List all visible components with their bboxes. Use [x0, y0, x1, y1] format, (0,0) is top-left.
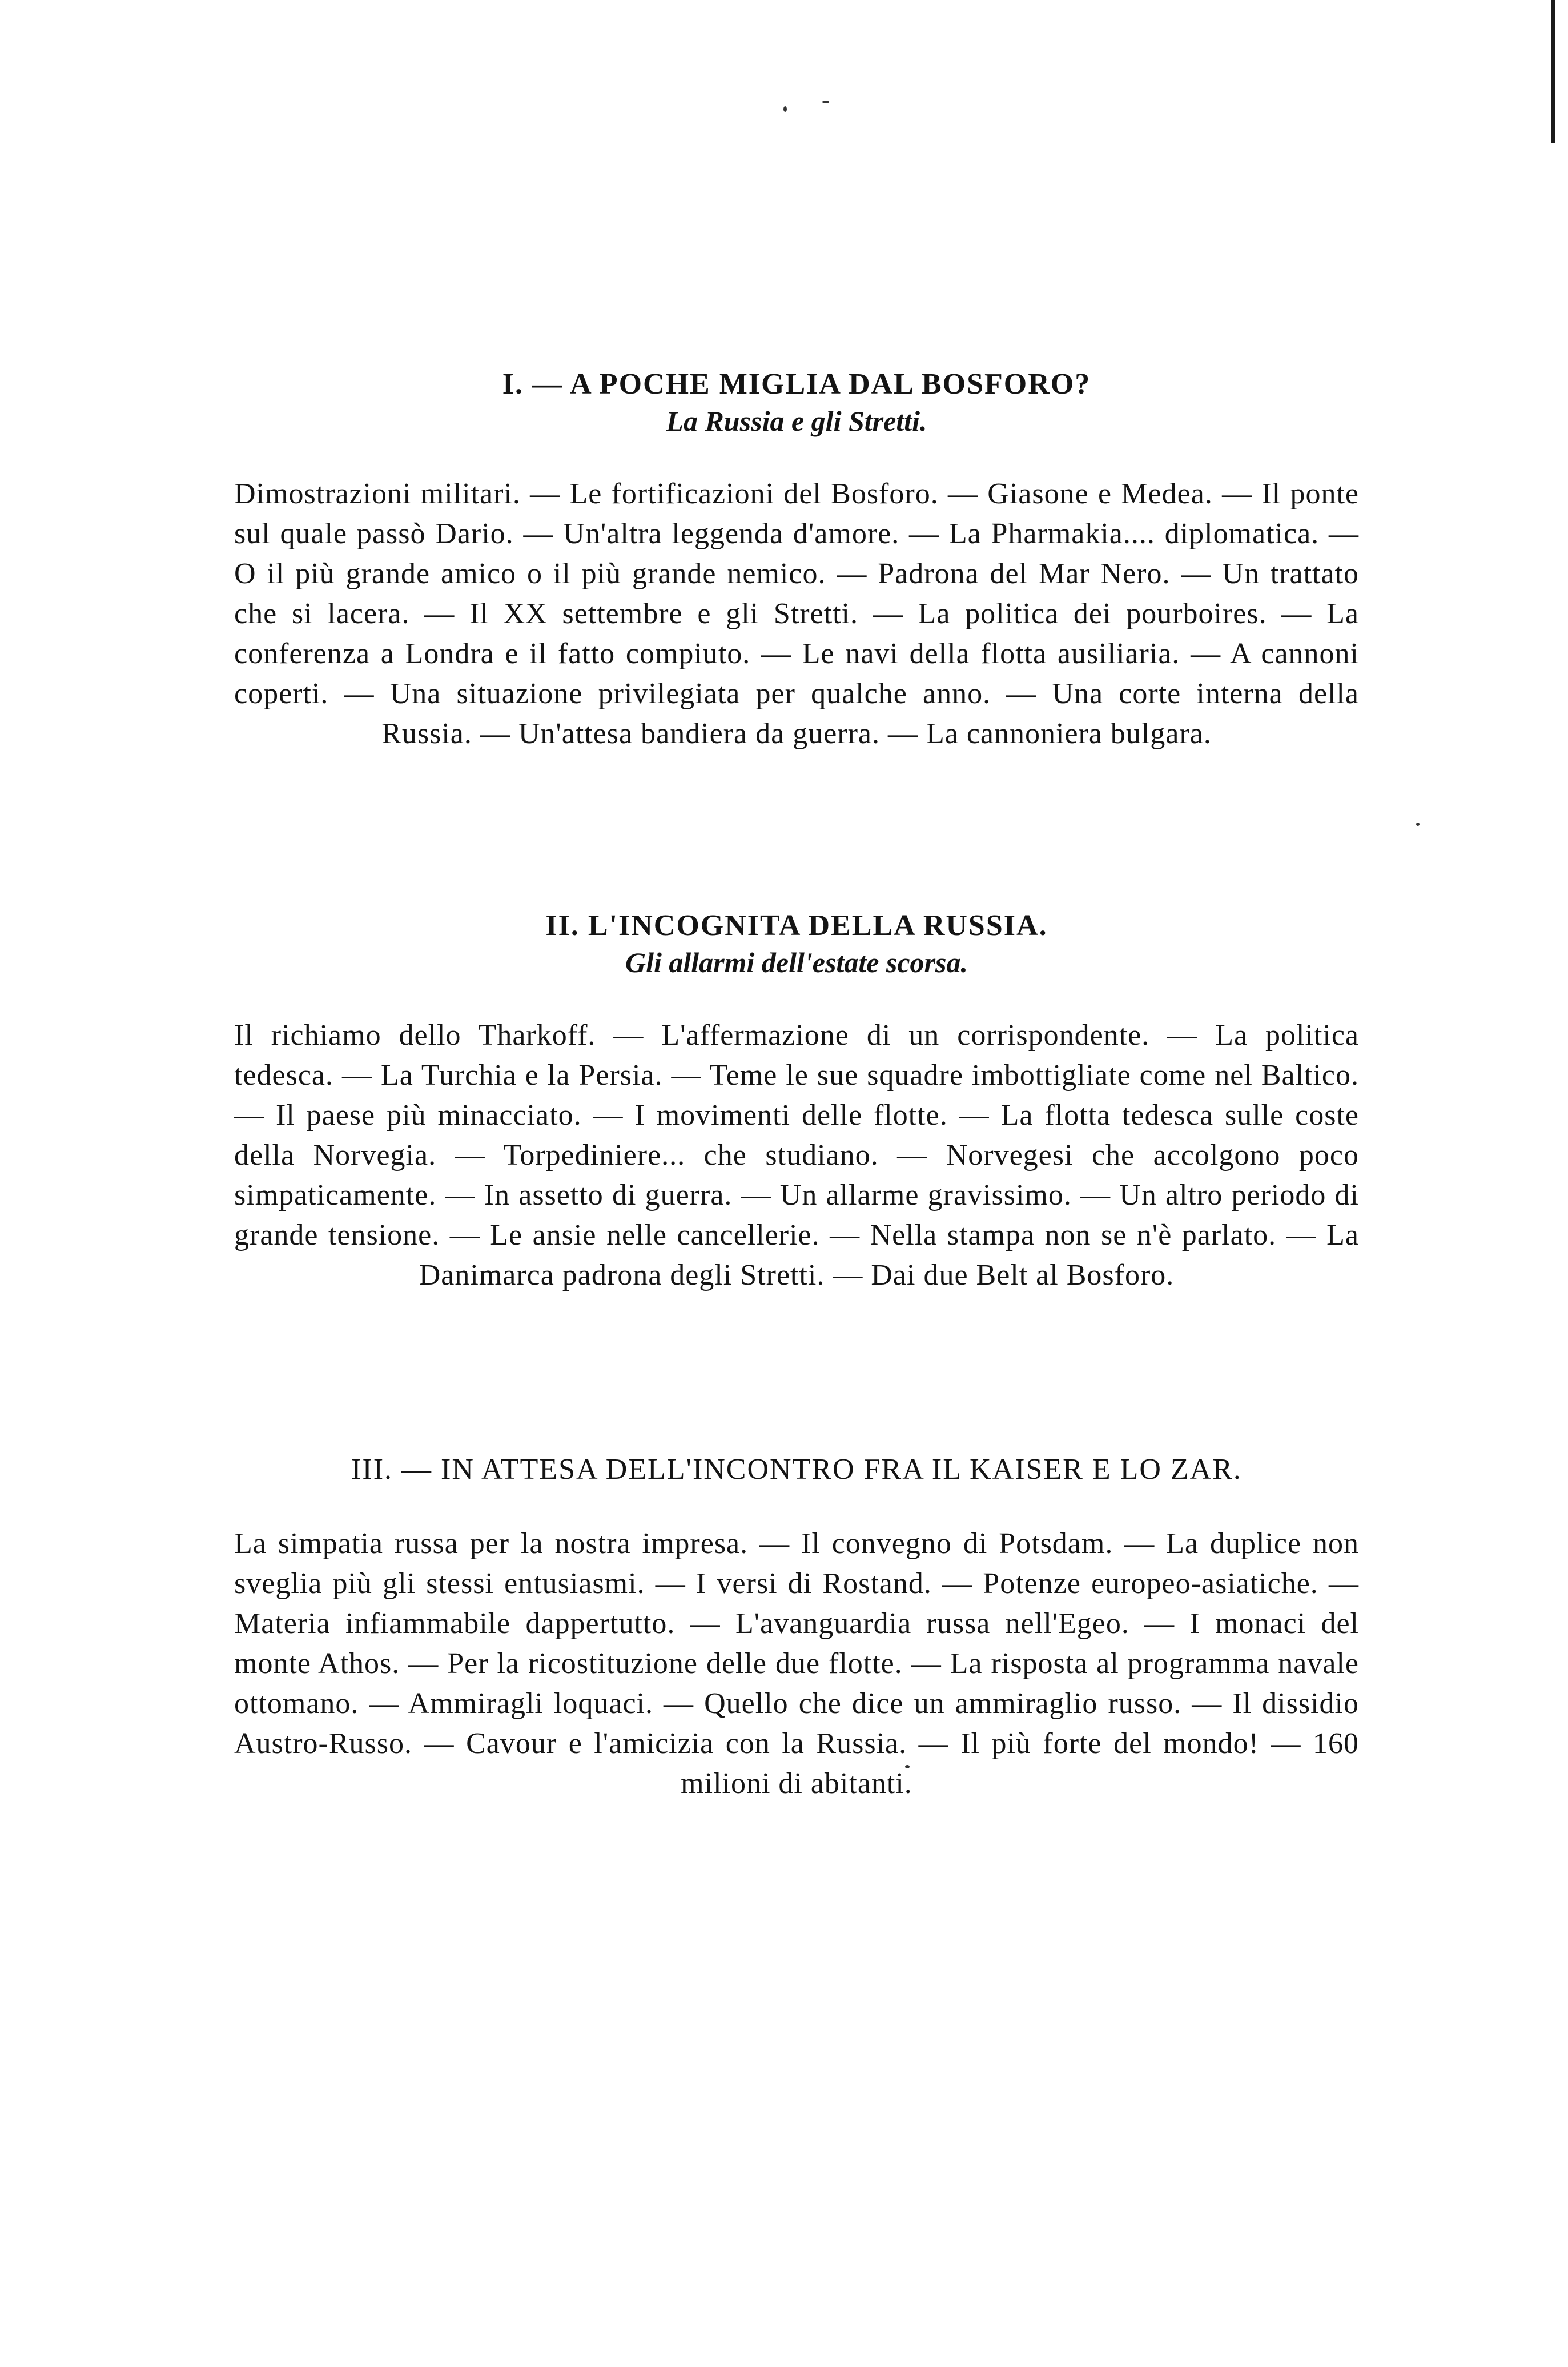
- chapter-2-summary: [234, 907, 1359, 1295]
- scan-speck: [822, 101, 829, 103]
- chapter-3-topics: La simpatia russa per la nostra impresa. — Il convegno di Potsdam. — La duplice non sveglia più gli stessi entusiasmi. — I versi di Rostand. — Potenze europeo-asiatiche. — Materia infiammabile dappertutto. — L'avanguardia russa nell'Egeo. — I monaci del monte Athos. — Per la ricostituzione delle due flotte. — La risposta al programma navale ottomano. — Ammiragli loquaci. — Quello che dice un ammiraglio russo. — Il dissidio Austro-Russo. — Cavour e l'amicizia con la Russia. — Il più forte del mondo! — 160 milioni di abitanti.: [234, 1527, 1359, 1800]
- chapter-2-topics: Il richiamo dello Tharkoff. — L'affermazione di un corrispondente. — La politica tedesca. — La Turchia e la Persia. — Teme le sue squadre imbottigliate come nel Baltico. — Il paese più minacciato. — I movimenti delle flotte. — La flotta tedesca sulle coste della Norvegia. — Torpediniere... che studiano. — Norvegesi che accolgono poco simpaticamente. — In assetto di guerra. — Un allarme gravissimo. — Un altro periodo di grande tensione. — Le ansie nelle cancellerie. — Nella stampa non se n'è parlato. — La Danimarca padrona degli Stretti. — Dai due Belt al Bosforo.: [234, 1019, 1359, 1291]
- chapter-1-subtitle: La Russia e gli Stretti.: [666, 405, 927, 437]
- chapter-3-heading: III. — IN ATTESA DELL'INCONTRO FRA IL KAISER E LO ZAR.: [351, 1453, 1242, 1486]
- chapter-2-heading: II. L'INCOGNITA DELLA RUSSIA.: [545, 909, 1048, 942]
- chapter-2-subtitle: Gli allarmi dell'estate scorsa.: [625, 946, 968, 978]
- chapter-1-heading: I. — A POCHE MIGLIA DAL BOSFORO?: [502, 368, 1091, 400]
- chapter-3-summary: [234, 1451, 1359, 1804]
- scan-speck: [783, 106, 787, 112]
- scan-edge-line: [1551, 0, 1555, 143]
- chapter-1-summary: [234, 366, 1359, 754]
- chapter-1-topics: Dimostrazioni militari. — Le fortificazioni del Bosforo. — Giasone e Medea. — Il ponte sul quale passò Dario. — Un'altra leggenda d'amore. — La Pharmakia.... diplomatica. — O il più grande amico o il più grande nemico. — Padrona del Mar Nero. — Un trattato che si lacera. — Il XX settembre e gli Stretti. — La politica dei pourboires. — La conferenza a Londra e il fatto compiuto. — Le navi della flotta ausiliaria. — A cannoni coperti. — Una situazione privilegiata per qualche anno. — Una corte interna della Russia. — Un'attesa bandiera da guerra. — La cannoniera bulgara.: [234, 478, 1359, 750]
- scan-speck: [1416, 823, 1420, 826]
